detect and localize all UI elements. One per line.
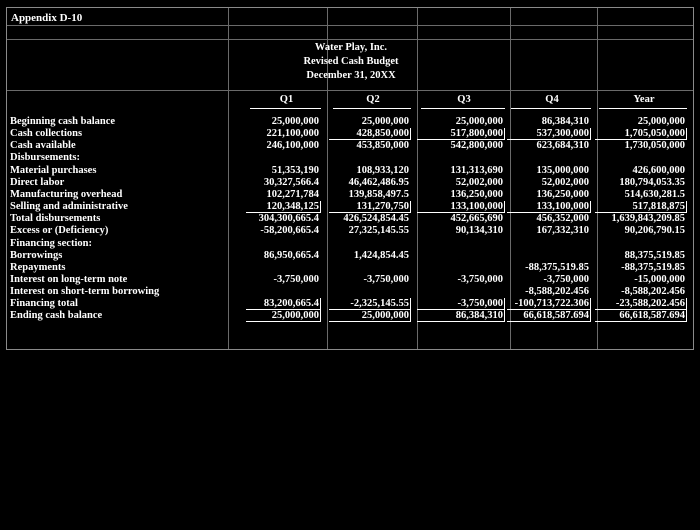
header-underline xyxy=(511,108,591,109)
row-label: Selling and administrative xyxy=(10,201,128,213)
table-cell: 86,950,665.4 xyxy=(263,249,319,261)
table-cell: 623,684,310 xyxy=(536,140,589,152)
table-cell: 102,271,784 xyxy=(266,188,319,200)
table-cell: 221,100,000 xyxy=(266,128,319,140)
table-cell: 139,858,497.5 xyxy=(348,188,409,200)
column-header-q4: Q4 xyxy=(545,94,559,105)
report-date: December 31, 20XX xyxy=(306,70,396,81)
spreadsheet xyxy=(6,7,694,350)
header-underline xyxy=(333,108,411,109)
table-cell: 167,332,310 xyxy=(536,225,589,237)
table-cell: 86,384,310 xyxy=(417,310,505,322)
table-cell: -88,375,519.85 xyxy=(525,261,589,273)
row-label: Manufacturing overhead xyxy=(10,188,123,200)
row-label: Cash available xyxy=(10,140,76,152)
table-cell: 52,002,000 xyxy=(455,176,503,188)
row-label: Ending cash balance xyxy=(10,310,103,322)
table-cell: -100,713,722.306 xyxy=(507,298,591,310)
table-cell: -8,588,202.456 xyxy=(621,286,685,298)
row-label: Interest on long-term note xyxy=(10,273,128,285)
grid-line xyxy=(7,39,693,40)
table-cell: 90,134,310 xyxy=(455,225,503,237)
table-cell: -8,588,202.456 xyxy=(525,286,589,298)
table-cell: 456,352,000 xyxy=(536,213,589,225)
table-cell: 428,850,000 xyxy=(329,128,411,140)
grid-line xyxy=(7,25,693,26)
table-cell: 514,630,281.5 xyxy=(624,188,685,200)
table-cell: -3,750,000 xyxy=(543,273,589,285)
table-cell: 246,100,000 xyxy=(266,140,319,152)
row-label: Financing section: xyxy=(10,237,92,249)
table-cell: -3,750,000 xyxy=(273,273,319,285)
column-header-q3: Q3 xyxy=(457,94,471,105)
table-cell: -58,200,665.4 xyxy=(260,225,319,237)
table-cell: 426,600,000 xyxy=(632,164,685,176)
table-cell: -23,588,202.456 xyxy=(595,298,687,310)
table-cell: 30,327,566.4 xyxy=(263,176,319,188)
row-label: Total disbursements xyxy=(10,213,101,225)
table-cell: 136,250,000 xyxy=(536,188,589,200)
table-cell: 25,000,000 xyxy=(637,116,685,127)
table-cell: 133,100,000 xyxy=(507,201,591,213)
sheet-title: Appendix D-10 xyxy=(11,12,83,24)
table-cell: 25,000,000 xyxy=(271,116,319,127)
row-label: Financing total xyxy=(10,298,78,310)
table-cell: 25,000,000 xyxy=(455,116,503,127)
table-cell: 66,618,587.694 xyxy=(507,310,591,322)
table-cell: 25,000,000 xyxy=(246,310,321,322)
grid-line xyxy=(7,90,693,91)
table-cell: -15,000,000 xyxy=(634,273,685,285)
row-label: Beginning cash balance xyxy=(10,116,116,127)
table-cell: 1,705,050,000 xyxy=(595,128,687,140)
table-cell: 66,618,587.694 xyxy=(595,310,687,322)
row-label: Repayments xyxy=(10,261,66,273)
row-label: Borrowings xyxy=(10,249,63,261)
table-cell: 131,313,690 xyxy=(450,164,503,176)
table-cell: 133,100,000 xyxy=(417,201,505,213)
row-label: Disbursements: xyxy=(10,152,80,164)
row-label: Excess or (Deficiency) xyxy=(10,225,109,237)
table-cell: 542,800,000 xyxy=(450,140,503,152)
table-cell: 52,002,000 xyxy=(541,176,589,188)
table-cell: 517,818,875 xyxy=(595,201,687,213)
table-cell: 452,665,690 xyxy=(450,213,503,225)
header-underline xyxy=(250,108,321,109)
table-cell: -3,750,000 xyxy=(417,298,505,310)
report-title: Revised Cash Budget xyxy=(303,56,399,67)
table-cell: 517,800,000 xyxy=(417,128,505,140)
table-cell: 453,850,000 xyxy=(356,140,409,152)
table-cell: 135,000,000 xyxy=(536,164,589,176)
table-cell: -88,375,519.85 xyxy=(621,261,685,273)
column-header-q2: Q2 xyxy=(366,94,380,105)
row-label: Cash collections xyxy=(10,128,83,140)
table-cell: 537,300,000 xyxy=(507,128,591,140)
table-cell: -2,325,145.55 xyxy=(329,298,411,310)
table-cell: 108,933,120 xyxy=(356,164,409,176)
table-cell: 27,325,145.55 xyxy=(348,225,409,237)
table-cell: -3,750,000 xyxy=(457,273,503,285)
table-cell: -3,750,000 xyxy=(363,273,409,285)
table-cell: 46,462,486.95 xyxy=(348,176,409,188)
table-cell: 136,250,000 xyxy=(450,188,503,200)
table-cell: 426,524,854.45 xyxy=(343,213,409,225)
table-cell: 88,375,519.85 xyxy=(624,249,685,261)
table-cell: 180,794,053.35 xyxy=(619,176,685,188)
row-label: Direct labor xyxy=(10,176,65,188)
company-name: Water Play, Inc. xyxy=(314,42,388,53)
table-cell: 1,639,843,209.85 xyxy=(611,213,685,225)
table-cell: 1,730,050,000 xyxy=(624,140,685,152)
header-underline xyxy=(421,108,505,109)
table-cell: 1,424,854.45 xyxy=(353,249,409,261)
table-cell: 25,000,000 xyxy=(329,310,411,322)
table-cell: 25,000,000 xyxy=(361,116,409,127)
column-header-year: Year xyxy=(633,94,655,105)
column-header-q1: Q1 xyxy=(279,94,294,105)
table-cell: 120,348,125 xyxy=(246,201,321,213)
table-cell: 304,300,665.4 xyxy=(258,213,319,225)
header-underline xyxy=(599,108,687,109)
row-label: Material purchases xyxy=(10,164,97,176)
table-cell: 90,206,790.15 xyxy=(624,225,685,237)
table-cell: 83,200,665.4 xyxy=(246,298,321,310)
row-label: Interest on short-term borrowing xyxy=(10,286,160,298)
table-cell: 86,384,310 xyxy=(541,116,589,127)
table-cell: 131,270,750 xyxy=(329,201,411,213)
table-cell: 51,353,190 xyxy=(271,164,319,176)
